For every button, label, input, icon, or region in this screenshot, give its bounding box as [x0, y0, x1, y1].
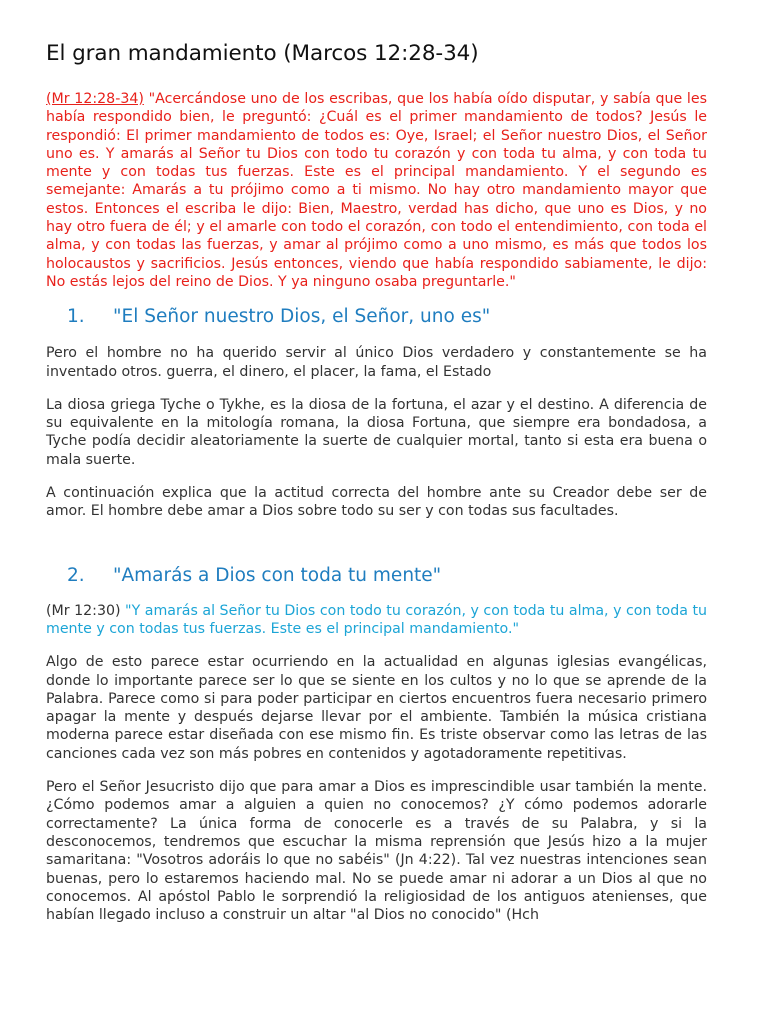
document-page: [46, 40, 707, 924]
quote-reference: (Mr 12:30): [46, 602, 121, 619]
intro-quote-text: "Acercándose uno de los escribas, que los había oído disputar, y sabía que les había respondido bien, le preguntó: ¿Cuál es el primer mandamiento de todos? Jesús le respondió: El primer mandamiento de todos es: Oye, Israel; el Señor nuestro Dios, el Señor uno es. Y amarás al Señor tu Dios con todo tu corazón y con toda tu alma, y con toda tu mente y con todas tus fuerzas. Este es el principal mandamiento. Y el segundo es semejante: Amarás a tu prójimo como a ti mismo. No hay otro mandamiento mayor que estos. Entonces el escriba le dijo: Bien, Maestro, verdad has dicho, que uno es Dios, y no hay otro fuera de él; y el amarle con todo el corazón, con todo el entendimiento, con toda el alma, y con todas las fuerzas, y amar al prójimo como a uno mismo, es más que todos los holocaustos y sacrificios. Jesús entonces, viendo que había respondido sabiamente, le dijo: No estás lejos del reino de Dios. Y ya ninguno osaba preguntarle.": [46, 91, 707, 290]
page-title: El gran mandamiento (Marcos 12:28-34): [46, 41, 479, 66]
section1-paragraph-3: A continuación explica que la actitud correcta del hombre ante su Creador debe ser de amor. El hombre debe amar a Dios sobre todo su ser y con todas sus facultades.: [46, 485, 707, 520]
scripture-quote-paragraph: [46, 602, 707, 639]
section-heading-2-text: "Amarás a Dios con toda tu mente": [113, 564, 442, 586]
section2-paragraph-2: Pero el Señor Jesucristo dijo que para amar a Dios es imprescindible usar también la mente. ¿Cómo podemos amar a alguien a quien no conocemos? ¿Y cómo podemos adorarle correctamente? La única forma de conocerle es a través de su Palabra, y si la desconocemos, tendremos que escuchar la misma reprensión que Jesús hizo a la mujer samaritana: "Vosotros adoráis lo que no sabéis" (Jn 4:22). Tal vez nuestras intenciones sean buenas, pero lo estaremos haciendo mal. No se puede amar ni adorar a un Dios al que no conocemos. Al apóstol Pablo le sorprendió la religiosidad de los antiguos atenienses, que habían llegado incluso a construir un altar "al Dios no conocido" (Hch: [46, 779, 707, 924]
quote-text: "Y amarás al Señor tu Dios con todo tu corazón, y con toda tu alma, y con toda tu mente y con todas tus fuerzas. Este es el principal mandamiento.": [46, 602, 707, 637]
section-number-2: 2.: [67, 564, 85, 586]
section1-paragraph-1: Pero el hombre no ha querido servir al único Dios verdadero y constantemente se ha inventado otros. guerra, el dinero, el placer, la fama, el Estado: [46, 345, 707, 380]
intro-paragraph: [46, 90, 707, 291]
section1-paragraph-2: La diosa griega Tyche o Tykhe, es la diosa de la fortuna, el azar y el destino. A diferencia de su equivalente en la mitología romana, la diosa Fortuna, que siempre era bondadosa, a Tyche podía decidir aleatoriamente la suerte de cualquier mortal, tanto si esta era buena o mala suerte.: [46, 396, 707, 468]
section-heading-2: [46, 564, 707, 588]
section2-paragraph-1: Algo de esto parece estar ocurriendo en la actualidad en algunas iglesias evangélicas, donde lo importante parece ser lo que se siente en los cultos y no lo que se aprende de la Palabra. Parece como si para poder participar en ciertos encuentros fuera necesario primero apagar la mente y después dejarse llevar por el ambiente. También la música cristiana moderna parece estar diseñada con ese mismo fin. Es triste observar como las letras de las canciones cada vez son más pobres en contenidos y agotadoramente repetitivas.: [46, 654, 707, 762]
section-number-1: 1.: [67, 306, 85, 328]
scripture-reference-link[interactable]: (Mr 12:28-34): [46, 91, 144, 107]
section-heading-1-text: "El Señor nuestro Dios, el Señor, uno es": [113, 306, 491, 328]
section-heading-1: [46, 305, 707, 329]
